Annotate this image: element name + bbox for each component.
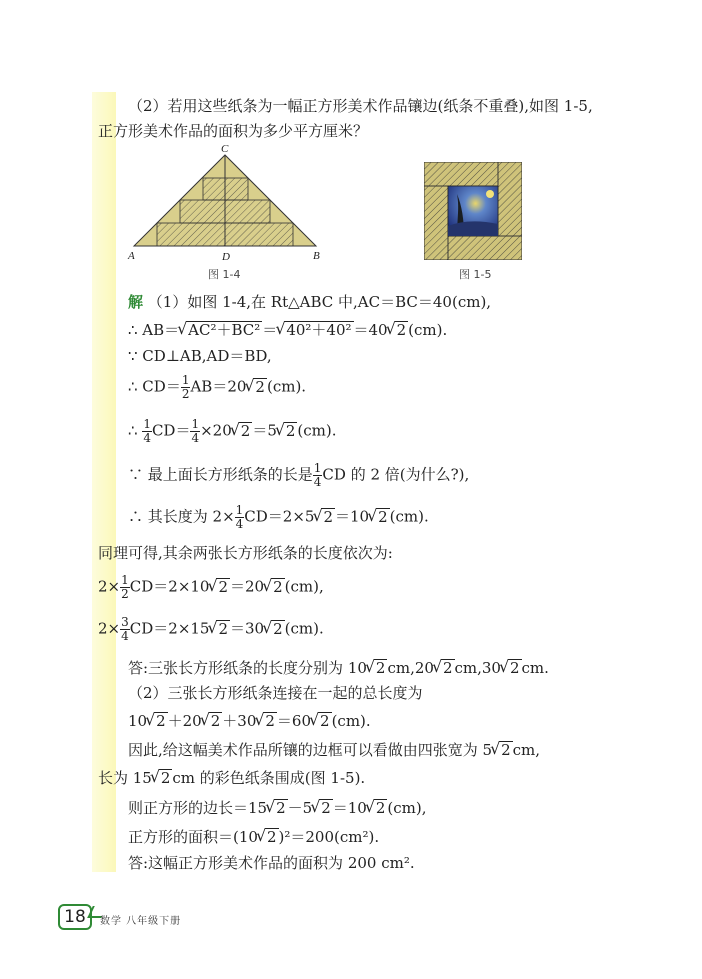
text: ＝30 <box>230 619 265 638</box>
text: ∴ <box>128 421 143 440</box>
text: ＝5 <box>252 421 277 440</box>
text: 10 <box>128 712 148 730</box>
sqrt: √ 2 <box>395 321 409 338</box>
solution-line-17 <box>128 827 379 847</box>
text: 则正方形的边长＝15 <box>128 799 268 817</box>
text: ＋30 <box>222 712 257 730</box>
solution-line-2 <box>128 320 447 340</box>
frame-strip-bottom <box>448 236 522 260</box>
fraction <box>235 504 245 531</box>
text: ∵ 最上面长方形纸条的长是 <box>128 465 313 484</box>
text: (cm). <box>266 377 307 396</box>
question-2-line-1: （2）若用这些纸条为一幅正方形美术作品镶边(纸条不重叠),如图 1-5, <box>128 97 593 115</box>
sqrt: √ 2 <box>319 799 333 816</box>
text: )²＝200(cm²). <box>278 828 380 846</box>
numerator: 1 <box>191 417 200 431</box>
solution-line-8: 同理可得,其余两张长方形纸条的长度依次为: <box>98 544 393 562</box>
page-number: 18 <box>58 904 92 930</box>
text: AB＝20 <box>190 377 247 396</box>
sqrt: √ 2 <box>284 422 298 439</box>
sqrt: √ 2 <box>154 712 168 729</box>
text: ∴ 其长度为 2× <box>128 507 235 526</box>
text: cm, <box>512 741 541 759</box>
text: (cm). <box>408 321 448 339</box>
text: ∴ AB＝ <box>128 321 180 339</box>
sqrt: √ 2 <box>271 620 285 637</box>
solution-line-16 <box>128 798 426 818</box>
text: (cm), <box>284 577 324 596</box>
text: ×20 <box>200 421 232 440</box>
text: 正方形的面积＝(10 <box>128 828 258 846</box>
numerator: 1 <box>143 417 151 431</box>
numerator: 1 <box>121 573 129 587</box>
label-a: A <box>128 250 135 262</box>
text: (cm). <box>284 619 324 638</box>
margin-highlight-bar <box>92 92 116 872</box>
text: CD＝2×15 <box>129 619 210 638</box>
solution-line-14 <box>128 740 540 760</box>
text: (cm). <box>297 421 337 440</box>
sqrt: √ 2 <box>321 508 335 525</box>
sqrt: √ 2 <box>209 712 223 729</box>
sqrt: √ AC²＋BC² <box>186 321 262 338</box>
sqrt: √ 2 <box>216 578 230 595</box>
fraction <box>313 462 323 489</box>
sqrt: √ 2 <box>318 712 332 729</box>
sqrt: √ 2 <box>239 422 253 439</box>
solution-line-9 <box>98 574 324 601</box>
fraction <box>120 574 130 601</box>
denominator: 2 <box>121 587 129 601</box>
frame-strip-right <box>498 162 522 236</box>
text: cm 的彩色纸条围成(图 1-5). <box>172 769 366 787</box>
solution-line-1-text: （1）如图 1-4,在 Rt△ABC 中,AC＝BC＝40(cm), <box>147 293 492 311</box>
sqrt: √ 2 <box>374 799 388 816</box>
sqrt: √ 2 <box>376 508 390 525</box>
numerator: 1 <box>181 373 190 387</box>
book-title: 数学 八年级下册 <box>100 916 182 927</box>
sqrt: √ 2 <box>374 659 388 676</box>
numerator: 1 <box>235 503 244 517</box>
text: (cm), <box>387 799 427 817</box>
sqrt: √ 40²＋40² <box>284 321 353 338</box>
question-2-line-2: 正方形美术作品的面积为多少平方厘米？ <box>98 122 369 140</box>
text: cm,20 <box>387 659 434 677</box>
figure-1-4-caption: 图 1-4 <box>208 268 241 281</box>
text: cm. <box>521 659 549 677</box>
solution-line-13 <box>128 711 371 731</box>
text: －5 <box>287 799 313 817</box>
text: ＝10 <box>335 507 370 526</box>
sqrt: √ 2 <box>441 659 455 676</box>
fraction <box>120 616 130 643</box>
denominator: 4 <box>313 475 322 489</box>
solution-line-10 <box>98 616 324 643</box>
sqrt: √ 2 <box>499 741 513 758</box>
text: 2× <box>98 577 121 596</box>
denominator: 4 <box>191 431 200 445</box>
label-c: C <box>221 143 229 155</box>
solution-line-7 <box>128 504 429 531</box>
text: 因此,给这幅美术作品所镶的边框可以看做由四张宽为 5 <box>128 741 493 759</box>
text: CD＝2×5 <box>244 507 315 526</box>
solution-keyword: 解 <box>128 293 144 311</box>
fraction <box>142 418 152 445</box>
sqrt: √ 2 <box>274 799 288 816</box>
sqrt: √ 2 <box>159 769 173 786</box>
text: ＝60 <box>276 712 312 730</box>
sqrt: √ 2 <box>265 828 279 845</box>
text: ＋20 <box>167 712 202 730</box>
figure-1-5-caption: 图 1-5 <box>459 268 492 281</box>
numerator: 1 <box>313 461 322 475</box>
text: cm,30 <box>454 659 501 677</box>
fraction <box>190 418 200 445</box>
figure-1-5 <box>424 162 522 260</box>
figure-1-4 <box>122 142 328 267</box>
denominator: 4 <box>143 431 151 445</box>
sqrt: √ 2 <box>253 378 267 395</box>
text: CD＝ <box>151 421 191 440</box>
frame-strip-left <box>424 186 448 260</box>
text: 长为 15 <box>98 769 152 787</box>
denominator: 4 <box>121 629 129 643</box>
text: ∴ CD＝ <box>128 377 181 396</box>
solution-line-3: ∵ CD⊥AB,AD＝BD, <box>128 347 272 365</box>
label-b: B <box>313 250 320 262</box>
solution-line-6 <box>128 462 469 489</box>
solution-line-11 <box>128 658 549 678</box>
sqrt: √ 2 <box>216 620 230 637</box>
solution-line-1 <box>128 292 491 312</box>
text: ＝ <box>262 321 278 339</box>
painting-moon <box>486 190 494 198</box>
solution-line-4 <box>128 374 306 401</box>
denominator: 2 <box>181 387 190 401</box>
text: (cm). <box>331 712 371 730</box>
text: 2× <box>98 619 121 638</box>
solution-line-5 <box>128 418 337 445</box>
text: CD 的 2 倍(为什么?), <box>322 465 470 484</box>
solution-line-15 <box>98 768 365 788</box>
label-d: D <box>222 251 230 263</box>
solution-line-18: 答:这幅正方形美术作品的面积为 200 cm². <box>128 854 415 872</box>
text: ＝40 <box>353 321 388 339</box>
text: ＝20 <box>230 577 265 596</box>
sqrt: √ 2 <box>263 712 277 729</box>
frame-strip-top <box>424 162 498 186</box>
text: 答:三张长方形纸条的长度分别为 10 <box>128 659 367 677</box>
text: ＝10 <box>332 799 367 817</box>
text: CD＝2×10 <box>129 577 210 596</box>
sqrt: √ 2 <box>271 578 285 595</box>
numerator: 3 <box>121 615 129 629</box>
text: (cm). <box>389 507 429 526</box>
solution-line-12: （2）三张长方形纸条连接在一起的总长度为 <box>128 684 423 702</box>
denominator: 4 <box>235 517 244 531</box>
sqrt: √ 2 <box>508 659 522 676</box>
